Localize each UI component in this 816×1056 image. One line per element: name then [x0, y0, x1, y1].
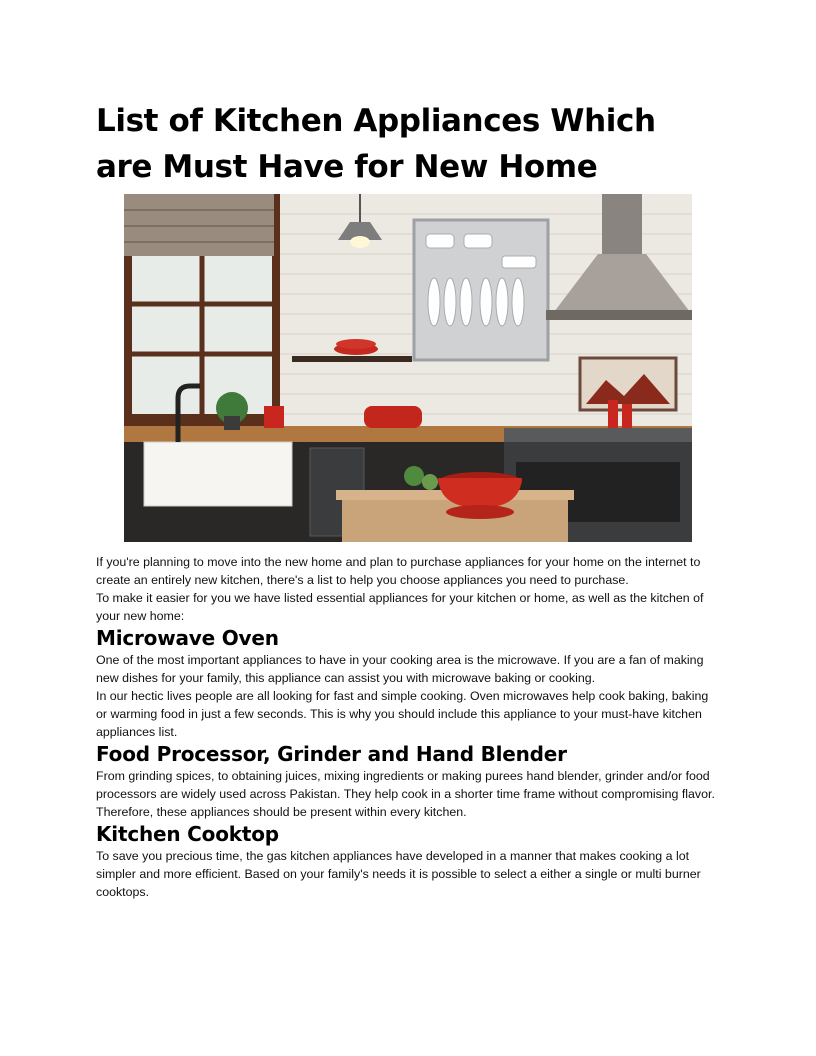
cooktop-paragraph: To save you precious time, the gas kitchen appliances have developed in a manner that makes cooking a lot simpler and more efficient. Based on your family's needs it is possible to select a either a single or multi burner cooktops. [96, 849, 701, 899]
section-heading-kitchen-cooktop: Kitchen Cooktop [96, 822, 279, 846]
kitchen-photo [124, 194, 692, 542]
food-processor-paragraph: From grinding spices, to obtaining juices, mixing ingredients or making purees hand blender, grinder and/or food processors are widely used across Pakistan. They help cook in a shorter time frame without compromising flavor. Therefore, these appliances should be present within every kitchen. [96, 769, 715, 819]
intro-paragraph-2: To make it easier for you we have listed essential appliances for your kitchen or home, as well as the kitchen of your new home: [96, 591, 704, 623]
section-heading-microwave-oven: Microwave Oven [96, 626, 279, 650]
microwave-paragraph-2: In our hectic lives people are all looking for fast and simple cooking. Oven microwaves help cook baking, baking or warming food in just a few seconds. This is why you should include this appliance to your must-have kitchen appliances list. [96, 689, 709, 739]
section-heading-food-processor: Food Processor, Grinder and Hand Blender [96, 742, 567, 766]
intro-paragraph-1: If you're planning to move into the new home and plan to purchase appliances for your home on the internet to create an entirely new kitchen, there's a list to help you choose appliances you need to purchase. [96, 555, 701, 587]
microwave-paragraph-1: One of the most important appliances to have in your cooking area is the microwave. If you are a fan of making new dishes for your family, this appliance can assist you with microwave baking or cooking. [96, 653, 704, 685]
article-body [96, 553, 722, 901]
page-title: List of Kitchen Appliances Which are Must Have for New Home [96, 103, 656, 185]
